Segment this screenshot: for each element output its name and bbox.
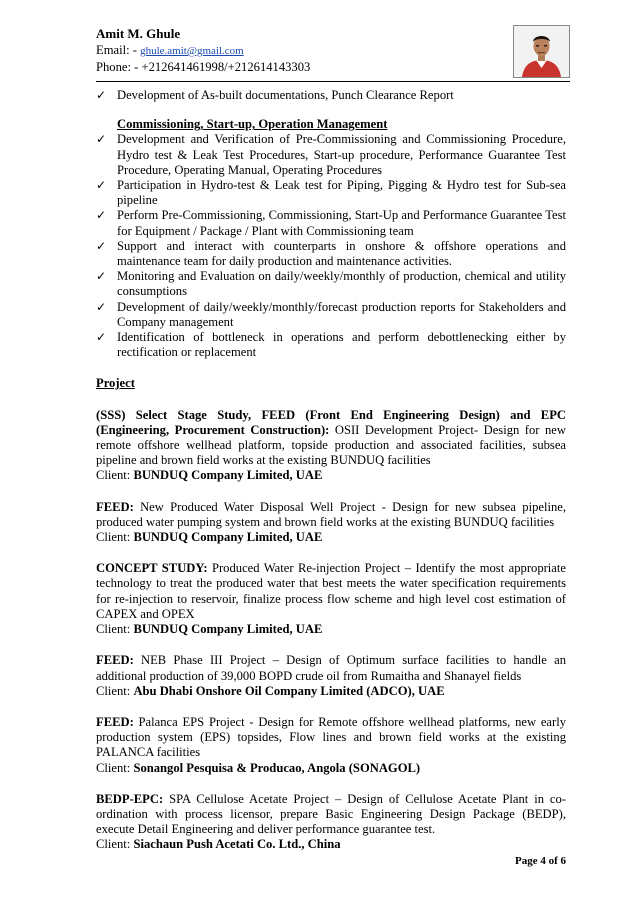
checkmark-icon: ✓ — [96, 178, 107, 193]
email-label: Email: - — [96, 43, 141, 57]
email-line — [96, 42, 566, 59]
resume-body — [96, 88, 566, 853]
list-item — [96, 132, 566, 178]
client-name: Siachaun Push Acetati Co. Ltd., China — [133, 837, 341, 852]
checkmark-icon: ✓ — [96, 299, 107, 314]
list-item — [96, 239, 566, 269]
email-link[interactable]: ghule.amit@gmail.com — [140, 45, 244, 57]
client-label: Client: — [96, 530, 134, 545]
project-description: Produced Water Re-injection Project – Identify the most appropriate technology to treat the produced water that best meets the water specification requirements for re-injection to reservoir, finalize process flow scheme and high level cost estimation of CAPEX and OPEX — [96, 561, 566, 621]
checkmark-icon: ✓ — [96, 88, 107, 102]
list-item — [96, 330, 566, 360]
list-item — [96, 208, 566, 238]
list-item — [96, 178, 566, 208]
profile-photo — [513, 25, 570, 78]
client-name: BUNDUQ Company Limited, UAE — [133, 622, 323, 637]
project-description: Palanca EPS Project - Design for Remote offshore wellhead platforms, new early production system (EPS) topsides, Flow lines and brown field works at the existing PALANCA facilities — [96, 714, 566, 760]
client-name: BUNDUQ Company Limited, UAE — [133, 530, 323, 545]
phone-label: Phone: - — [96, 60, 142, 74]
commissioning-heading: Commissioning, Start-up, Operation Management — [117, 117, 388, 132]
project-entry — [96, 792, 566, 853]
project-description: NEB Phase III Project – Design of Optimum surface facilities to handle an additional production of 39,000 BOPD crude oil from Rumaitha and Shanayel fields — [96, 653, 566, 683]
project-description: SPA Cellulose Acetate Project – Design of Cellulose Acetate Plant in co-ordination with process licensor, prepare Basic Engineering Design Package (BEDP), execute Detail Engineering and deliver performance guarantee test. — [96, 791, 566, 837]
checkmark-icon: ✓ — [96, 132, 107, 147]
client-label: Client: — [96, 683, 134, 698]
client-label: Client: — [96, 760, 134, 775]
project-entry — [96, 653, 566, 699]
project-type: (SSS) Select Stage Study, FEED (Front End Engineering Design) and EPC (Engineering, Procurement Construction): — [96, 407, 566, 437]
project-type: FEED: — [96, 714, 134, 729]
list-item-text: Participation in Hydro-test & Leak test for Piping, Pigging & Hydro test for Sub-sea pipeline — [117, 178, 566, 208]
checkmark-icon: ✓ — [96, 330, 107, 345]
project-type: BEDP-EPC: — [96, 791, 164, 806]
phone-line — [96, 59, 566, 75]
page-number: Page 4 of 6 — [514, 855, 566, 867]
client-name: Abu Dhabi Onshore Oil Company Limited (ADCO), UAE — [133, 683, 445, 698]
project-type: FEED: — [96, 499, 134, 514]
list-item — [96, 88, 566, 103]
list-item — [96, 300, 566, 330]
project-type: FEED: — [96, 653, 134, 668]
project-entry — [96, 715, 566, 776]
candidate-name: Amit M. Ghule — [96, 26, 181, 41]
client-name: BUNDUQ Company Limited, UAE — [133, 468, 323, 483]
list-item — [96, 269, 566, 299]
project-description: OSII Development Project- Design for new remote offshore wellhead platform, topside production and associated facilities, subsea pipeline and brown field works at the existing BUNDUQ facilities — [96, 422, 566, 468]
list-item-text: Perform Pre-Commissioning, Commissioning, Start-Up and Performance Guarantee Test for Equipment / Package / Plant with Commissioning team — [117, 208, 566, 238]
list-item-text: Development of daily/weekly/monthly/forecast production reports for Stakeholders and Company management — [117, 299, 566, 329]
checkmark-icon: ✓ — [96, 238, 107, 253]
list-item-text: Identification of bottleneck in operations and perform debottlenecking either by rectification or replacement — [117, 330, 566, 360]
page-header — [96, 26, 566, 75]
project-heading: Project — [96, 376, 135, 391]
project-type: CONCEPT STUDY: — [96, 561, 208, 576]
phone-number: +212641461998/+212614143303 — [141, 60, 311, 74]
list-item-text: Support and interact with counterparts in onshore & offshore operations and maintenance team for daily production and maintenance activities. — [117, 238, 566, 269]
header-divider — [96, 81, 570, 82]
list-item-text: Development and Verification of Pre-Commissioning and Commissioning Procedure, Hydro test & Leak Test Procedures, Start-up procedure, Performance Guarantee Test Procedure, Operating Manual, Operating Procedures — [117, 132, 566, 177]
client-name: Sonangol Pesquisa & Producao, Angola (SONAGOL) — [133, 760, 421, 775]
checkmark-icon: ✓ — [96, 208, 107, 223]
client-label: Client: — [96, 622, 134, 637]
project-description: New Produced Water Disposal Well Project - Design for new subsea pipeline, produced water pumping system and brown field works at the existing BUNDUQ facilities — [96, 499, 566, 529]
project-entry — [96, 500, 566, 546]
checkmark-icon: ✓ — [96, 269, 107, 284]
project-entry — [96, 408, 566, 484]
list-item-text: Monitoring and Evaluation on daily/weekly/monthly of production, chemical and utility consumptions — [117, 269, 566, 299]
list-item-text: Development of As-built documentations, Punch Clearance Report — [117, 88, 454, 102]
project-entry — [96, 561, 566, 637]
client-label: Client: — [96, 837, 134, 852]
client-label: Client: — [96, 468, 134, 483]
